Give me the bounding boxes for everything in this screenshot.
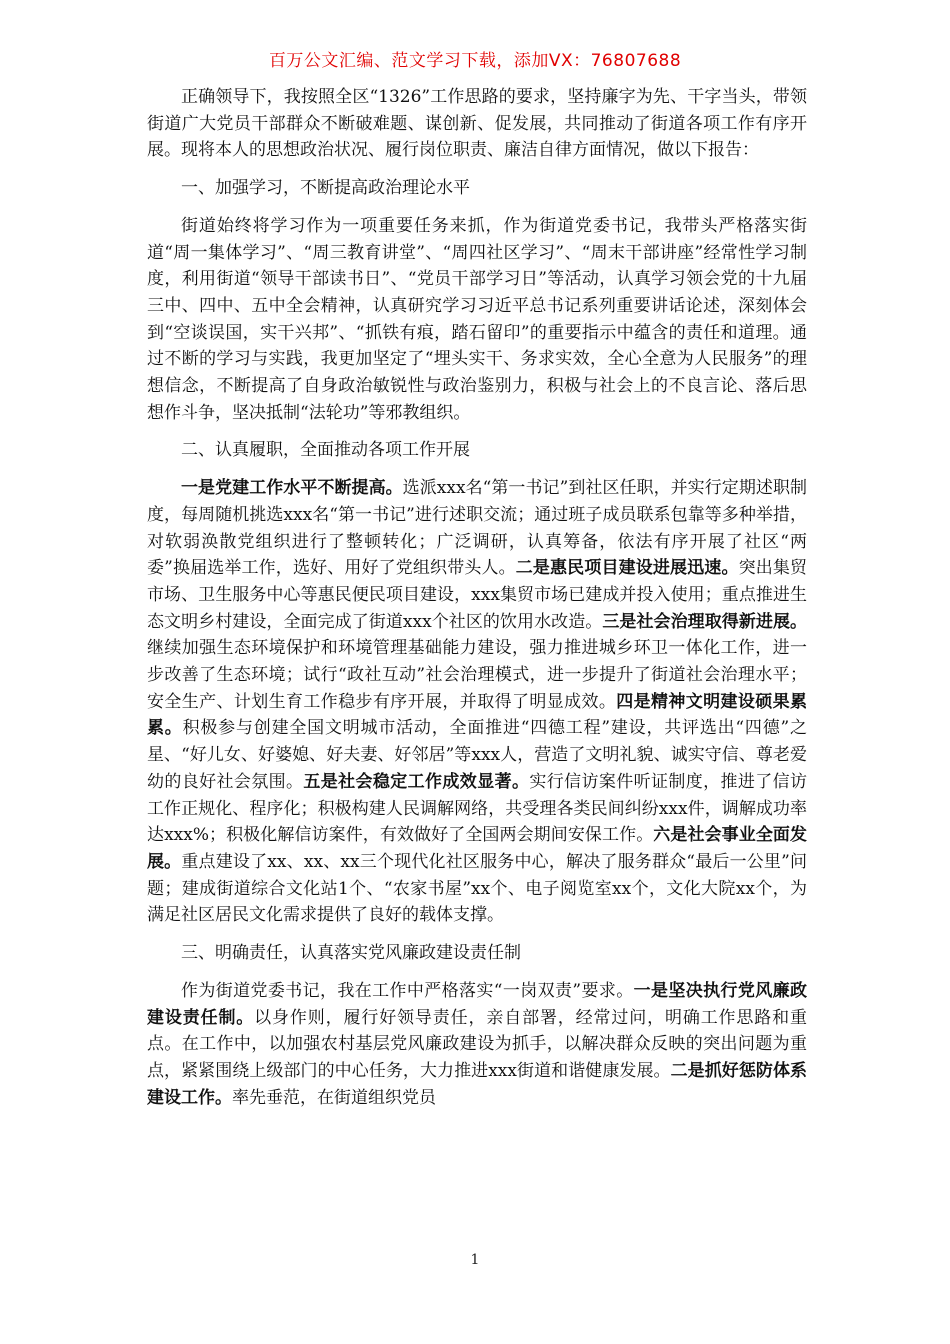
responsibility-point-2-text: 率先垂范，在街道组织党员 — [232, 1087, 436, 1108]
duty-point-4-text: 积极参与创建全国文明城市活动，全面推进“四德工程”建设，共评选出“四德”之星、“好儿女、好婆媳、好夫妻、好邻居”等xxx人，营造了文明礼貌、诚实守信、尊老爱幼的良好社会氛围。 — [147, 718, 807, 792]
duty-point-6-text: 重点建设了xx、xx、xx三个现代化社区服务中心，解决了服务群众“最后一公里”问题；建成街道综合文化站1个、“农家书屋”xx个、电子阅览室xx个，文化大院xx个，为满足社区居民文化需求提供了良好的载体支撑。 — [147, 851, 808, 926]
duty-point-6-title: 六是社会事业全面发展。 — [147, 825, 808, 872]
duty-point-5-title: 五是社会稳定工作成效显著。 — [303, 771, 530, 792]
duty-point-4-title: 四是精神文明建设硕果累累。 — [147, 691, 808, 739]
responsibility-intro-text: 作为街道党委书记，我在工作中严格落实“一岗双责”要求。 — [181, 980, 634, 1001]
duty-point-5-text: 实行信访案件听证制度，推进了信访工作正规化、程序化；积极构建人民调解网络，共受理各类民间纠纷xxx件，调解成功率达xxx%；积极化解信访案件，有效做好了全国两会期间安保工作。 — [147, 771, 808, 846]
watermark-header: 百万公文汇编、范文学习下载，添加VX：76807688 — [268, 51, 682, 71]
duty-point-1-text: 选派xxx名“第一书记”到社区任职，并实行定期述职制度，每周随机挑选xxx名“第一书记”进行述职交流；通过班子成员联系包靠等多种举措，对软弱涣散党组织进行了整顿转化；广泛调研，认真筹备，依法有序开展了社区“两委”换届选举工作，选好、用好了党组织带头人。 — [147, 478, 807, 579]
duty-paragraph — [147, 475, 807, 929]
intro-paragraph: 正确领导下，我按照全区“1326”工作思路的要求，坚持廉字为先、干字当头，带领街道广大党员干部群众不断破难题、谋创新、促发展，共同推动了街道各项工作有序开展。现将本人的思想政治状况、履行岗位职责、廉洁自律方面情况，做以下报告： — [147, 87, 807, 161]
responsibility-point-1-text: 以身作则，履行好领导责任，亲自部署，经常过问，明确工作思路和重点。在工作中，以加强农村基层党风廉政建设为抓手，以解决群众反映的突出问题为重点，紧紧围绕上级部门的中心任务，大力推进xxx街道和谐健康发展。 — [147, 1007, 808, 1081]
responsibility-point-2-title: 二是抓好惩防体系建设工作。 — [147, 1060, 808, 1108]
responsibility-point-1-title: 一是坚决执行党风廉政建设责任制。 — [147, 980, 807, 1028]
section-heading-2: 二、认真履职，全面推动各项工作开展 — [181, 440, 470, 461]
duty-point-3-text: 继续加强生态环境保护和环境管理基础能力建设，强力推进城乡环卫一体化工作，进一步改善了生态环境；试行“政社互动”社会治理模式，进一步提升了街道社会治理水平；安全生产、计划生育工作稳步有序开展，并取得了明显成效。 — [147, 638, 807, 712]
duty-point-1-title: 一是党建工作水平不断提高。 — [181, 478, 403, 499]
duty-point-3-title: 三是社会治理取得新进展。 — [602, 611, 808, 632]
duty-point-2-title: 二是惠民项目建设进展迅速。 — [515, 558, 739, 579]
study-paragraph: 街道始终将学习作为一项重要任务来抓，作为街道党委书记，我带头严格落实街道“周一集体学习”、“周三教育讲堂”、“周四社区学习”、“周末干部讲座”经常性学习制度，利用街道“领导干部读书日”、“党员干部学习日”等活动，认真学习领会党的十九届三中、四中、五中全会精神，认真研究学习习近平总书记系列重要讲话论述，深刻体会到“空谈误国，实干兴邦”、“抓铁有痕，踏石留印”的重要指示中蕴含的责任和道理。通过不断的学习与实践，我更加坚定了“埋头实干、务求实效，全心全意为人民服务”的理想信念，不断提高了自身政治敏锐性与政治鉴别力，积极与社会上的不良言论、落后思想作斗争，坚决抵制“法轮功”等邪教组织。 — [147, 215, 807, 423]
responsibility-paragraph — [147, 978, 807, 1112]
document-body — [147, 84, 807, 1111]
section-heading-1: 一、加强学习，不断提高政治理论水平 — [181, 178, 470, 199]
section-heading-3: 三、明确责任，认真落实党风廉政建设责任制 — [181, 943, 521, 964]
duty-point-2-text: 突出集贸市场、卫生服务中心等惠民便民项目建设，xxx集贸市场已建成并投入使用；重点推进生态文明乡村建设，全面完成了街道xxx个社区的饮用水改造。 — [147, 558, 807, 632]
page-number: 1 — [470, 1252, 480, 1268]
